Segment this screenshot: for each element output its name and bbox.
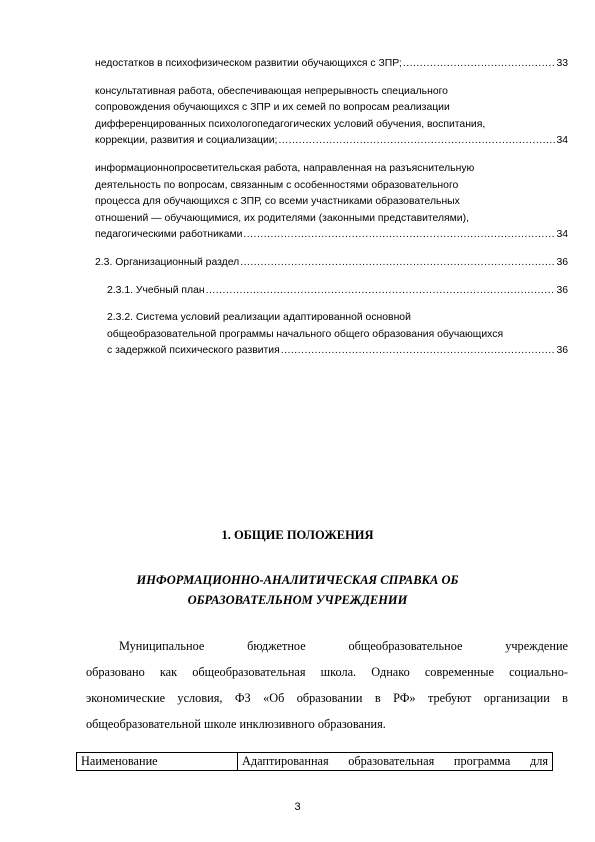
toc-entry[interactable]	[95, 56, 568, 73]
table-cell-value: Адаптированная образовательная программа для	[238, 753, 553, 771]
toc-dot-leader	[403, 56, 556, 73]
toc-entry-last-line	[95, 133, 568, 150]
toc-entry-line: дифференцированных психологопедагогических условий обучения, воспитания,	[95, 118, 486, 130]
table-row	[77, 753, 553, 771]
toc-page-number: 34	[556, 229, 568, 241]
toc-entry-last-line	[95, 227, 568, 244]
toc-entry[interactable]	[95, 255, 568, 272]
toc-entry-line: консультативная работа, обеспечивающая непрерывность специального	[95, 85, 448, 97]
toc-entry-title: недостатков в психофизическом развитии обучающихся с ЗПР;	[95, 58, 402, 69]
toc-dot-leader	[240, 255, 555, 272]
toc-page-number: 33	[556, 58, 568, 69]
toc-entry-title: 2.3.1. Учебный план	[107, 284, 205, 296]
toc-entry-line: отношений — обучающимися, их родителями (законными представителями),	[95, 212, 469, 224]
table-of-contents	[95, 56, 568, 371]
toc-page-number: 36	[556, 256, 568, 268]
toc-entry-last-line	[107, 283, 568, 300]
toc-dot-leader	[206, 283, 556, 300]
toc-entry[interactable]	[95, 161, 568, 244]
section-heading: 1. ОБЩИЕ ПОЛОЖЕНИЯ	[221, 528, 374, 542]
toc-page-number: 34	[556, 135, 568, 147]
paragraph-line-1: Муниципальное бюджетное общеобразовательное учреждение	[119, 639, 568, 653]
toc-entry-line: процесса для обучающихся с ЗПР, со всеми участниками образовательных	[95, 196, 460, 208]
toc-entry-last-line	[95, 56, 568, 73]
toc-dot-leader	[281, 343, 556, 360]
subheading-line-1: ИНФОРМАЦИОННО-АНАЛИТИЧЕСКАЯ СПРАВКА ОБ	[136, 573, 459, 587]
toc-entry-title: 2.3. Организационный раздел	[95, 256, 240, 268]
toc-entry-last-line	[95, 255, 568, 272]
toc-entry-title: с задержкой психического развития	[107, 345, 280, 357]
toc-dot-leader	[278, 133, 555, 150]
paragraph-line-4: общеобразовательной школе инклюзивного образования.	[86, 717, 386, 731]
paragraph-line-3: экономические условия, ФЗ «Об образовании в РФ» требуют организации в	[86, 691, 568, 705]
toc-dot-leader	[243, 227, 555, 244]
toc-entry[interactable]	[95, 310, 568, 360]
toc-entry-line: 2.3.2. Система условий реализации адаптированной основной	[107, 312, 411, 324]
toc-page-number: 36	[556, 345, 568, 357]
toc-entry-line: информационнопросветительская работа, направленная на разъяснительную	[95, 162, 475, 174]
toc-entry[interactable]	[95, 283, 568, 300]
subheading-line-2: ОБРАЗОВАТЕЛЬНОМ УЧРЕЖДЕНИИ	[187, 593, 408, 607]
toc-entry-line: деятельность по вопросам, связанным с особенностями образовательного	[95, 179, 459, 191]
toc-entry[interactable]	[95, 84, 568, 150]
toc-page-number: 36	[556, 284, 568, 296]
info-table	[76, 752, 553, 771]
toc-entry-line: общеобразовательной программы начального общего образования обучающихся	[107, 328, 504, 340]
toc-entry-line: сопровождения обучающихся с ЗПР и их семей по вопросам реализации	[95, 102, 450, 114]
toc-entry-title: коррекции, развития и социализации;	[95, 135, 278, 147]
toc-entry-title: педагогическими работниками	[95, 229, 243, 241]
page-number: 3	[294, 801, 301, 813]
intro-paragraph	[86, 633, 568, 737]
toc-entry-last-line	[107, 343, 568, 360]
paragraph-line-2: образовано как общеобразовательная школа. Однако современные социально-	[86, 665, 568, 679]
table-cell-label: Наименование	[77, 753, 238, 771]
